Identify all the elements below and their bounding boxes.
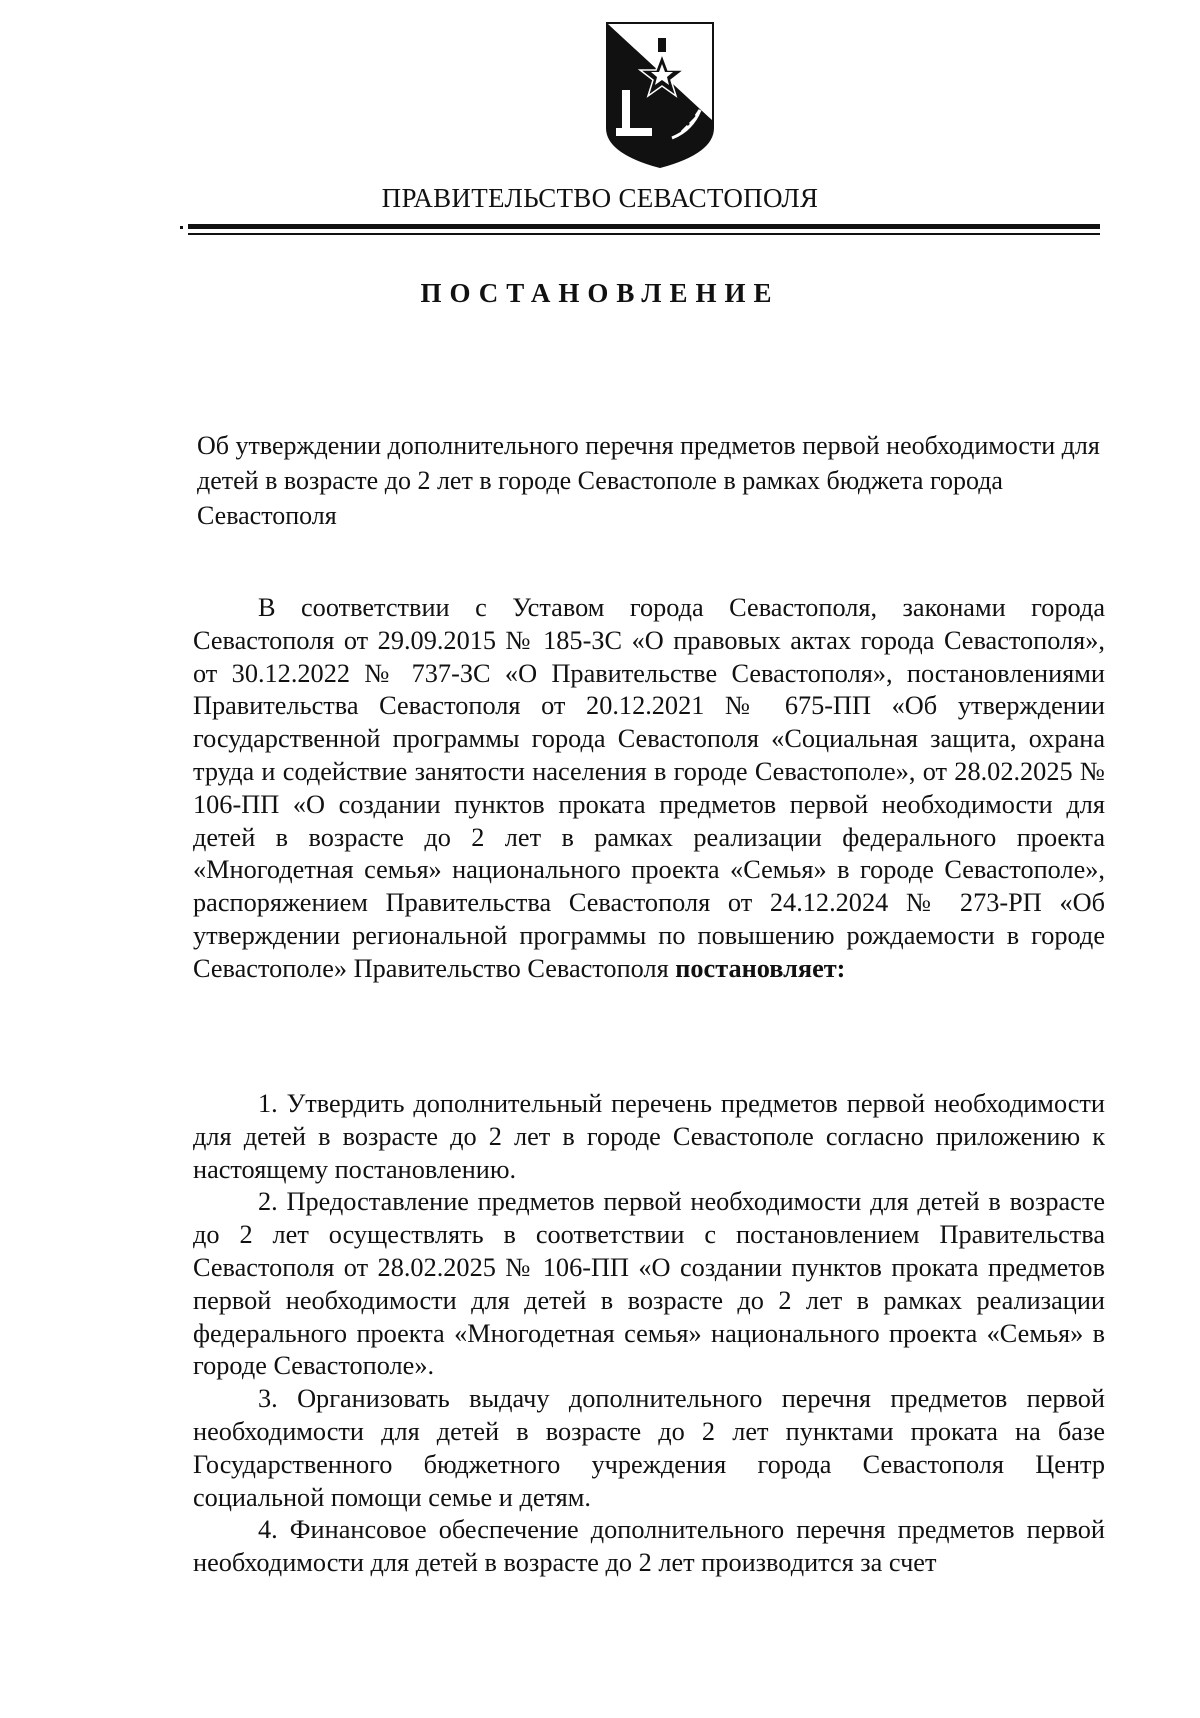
resolution-item-3: 3. Организовать выдачу дополнительного перечня предметов первой необходимости для детей в возрасте до 2 лет пунктами проката на базе Государственного бюджетного учреждения города Севастополя Центр социальной помощи семье и детям. [193, 1384, 1105, 1512]
sevastopol-coat-of-arms-icon [600, 20, 720, 170]
resolution-item-1: 1. Утвердить дополнительный перечень предметов первой необходимости для детей в возрасте до 2 лет в городе Севастополе согласно приложению к настоящему постановлению. [193, 1089, 1105, 1184]
document-type: ПОСТАНОВЛЕНИЕ [420, 278, 780, 308]
document-title: Об утверждении дополнительного перечня предметов первой необходимости для детей в возрасте до 2 лет в городе Севастополе в рамках бюджета города Севастополя [197, 431, 1100, 530]
organization-name: ПРАВИТЕЛЬСТВО СЕВАСТОПОЛЯ [381, 183, 819, 213]
decree-word: постановляет: [675, 953, 846, 983]
resolution-item-4: 4. Финансовое обеспечение дополнительного перечня предметов первой необходимости для детей в возрасте до 2 лет производится за счет [193, 1515, 1105, 1578]
header-rule-dot [180, 226, 183, 229]
resolution-item-2: 2. Предоставление предметов первой необходимости для детей в возрасте до 2 лет осуществлять в соответствии с постановлением Правительства Севастополя от 28.02.2025 № 106-ПП «О создании пунктов проката предметов первой необходимости для детей в возрасте до 2 лет в рамках реализации федерального проекта «Многодетная семья» национального проекта «Семья» в городе Севастополе». [193, 1187, 1105, 1381]
resolution-items [193, 1088, 1105, 1580]
preamble-text: В соответствии с Уставом города Севастополя, законами города Севастополя от 29.09.2015 № 185-ЗС «О правовых актах города Севастополя», от 30.12.2022 № 737-ЗС «О Правительстве Севастополя», постановлениями Правительства Севастополя от 20.12.2021 № 675-ПП «Об утверждении государственной программы города Севастополя «Социальная защита, охрана труда и содействие занятости населения в городе Севастополе», от 28.02.2025 № 106-ПП «О создании пунктов проката предметов первой необходимости для детей в возрасте до 2 лет в рамках реализации федерального проекта «Многодетная семья» национального проекта «Семья» в городе Севастополе», распоряжением Правительства Севастополя от 24.12.2024 № 273-РП «Об утверждении региональной программы по повышению рождаемости в городе Севастополе» Правительство Севастополя [193, 593, 1105, 983]
header-rule-thick [188, 224, 1100, 229]
preamble-paragraph [193, 592, 1105, 986]
header-rule-thin [188, 233, 1100, 235]
preamble [193, 592, 1105, 986]
